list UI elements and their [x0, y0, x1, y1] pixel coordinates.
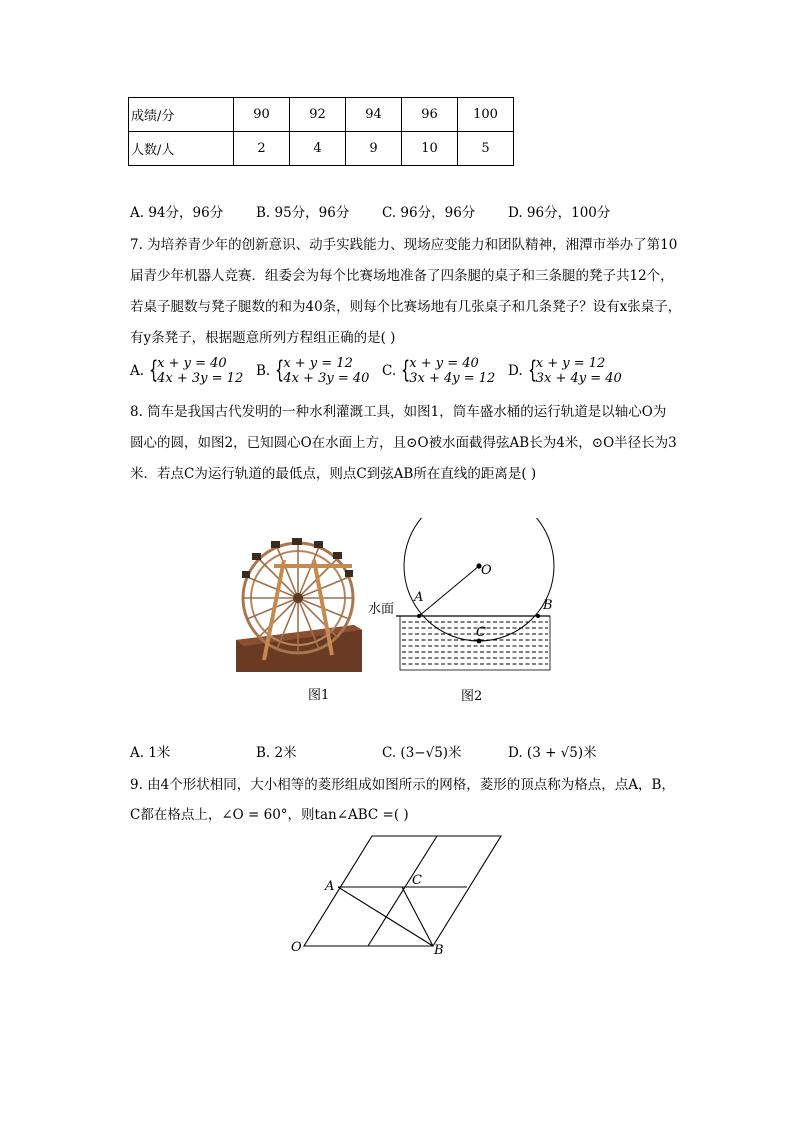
q7-line-3: 若桌子腿数与凳子腿数的和为40条，则每个比赛场地有几张桌子和几条凳子？设有x张桌子，: [130, 299, 682, 315]
figure-2-caption: 图2: [461, 689, 483, 704]
brace-icon: {: [275, 356, 285, 384]
label-o: O: [481, 563, 492, 578]
label-a: A: [414, 590, 424, 605]
q8-option-b: B. 2米: [256, 745, 297, 761]
q7-line-1: 7. 为培养青少年的创新意识、动手实践能力、现场应变能力和团队精神，湘潭市举办了第10: [130, 237, 678, 253]
table-cell: 人数/人: [129, 132, 234, 166]
label-b-grid: B: [434, 943, 444, 958]
option-label: A.: [130, 363, 145, 379]
table-cell: 4: [290, 132, 346, 166]
equation-system: [401, 356, 495, 386]
equation-system: [528, 356, 622, 386]
equation-system: [149, 356, 243, 386]
label-a-grid: A: [325, 879, 335, 894]
q7-option-c: [382, 356, 495, 386]
q6-option-d: D. 96分，100分: [508, 205, 611, 221]
brace-icon: {: [149, 356, 159, 384]
q9-line-2: C都在格点上，∠O = 60°，则tan∠ABC =( ): [130, 807, 409, 823]
equation: 4x + 3y = 12: [157, 371, 244, 386]
label-c-grid: C: [412, 873, 422, 888]
equation-system: [275, 356, 369, 386]
water-surface-label: 水面: [368, 602, 395, 617]
figure-1-caption: 图1: [308, 688, 330, 703]
q8-line-1: 8. 筒车是我国古代发明的一种水利灌溉工具，如图1，筒车盛水桶的运行轨道是以轴心O为: [130, 404, 667, 420]
table-row: [129, 132, 514, 166]
q7-line-2: 届青少年机器人竞赛．组委会为每个比赛场地准备了四条腿的桌子和三条腿的凳子共12个，: [130, 268, 674, 284]
table-cell: 成绩/分: [129, 98, 234, 132]
brace-icon: {: [401, 356, 411, 384]
q7-options: [130, 356, 650, 390]
q8-option-d: D. (3 + √5)米: [508, 745, 597, 761]
table-cell: 92: [290, 98, 346, 132]
equation: x + y = 40: [157, 356, 227, 371]
table-cell: 5: [458, 132, 514, 166]
equation: x + y = 40: [409, 356, 479, 371]
q9-line-1: 9. 由4个形状相同，大小相等的菱形组成如图所示的网格，菱形的顶点称为格点，点A，B，: [130, 777, 675, 793]
table-cell: 10: [402, 132, 458, 166]
q7-option-d: [508, 356, 622, 386]
table-cell: 96: [402, 98, 458, 132]
label-c: C: [476, 625, 486, 640]
q8-line-3: 米．若点C为运行轨道的最低点，则点C到弦AB所在直线的距离是( ): [130, 466, 537, 482]
circle-diagram: [366, 518, 566, 674]
q6-option-c: C. 96分，96分: [382, 205, 476, 221]
brace-icon: {: [527, 356, 537, 384]
table-cell: 100: [458, 98, 514, 132]
q6-option-a: A. 94分，96分: [130, 205, 224, 221]
table-row: [129, 98, 514, 132]
option-label: D.: [508, 363, 523, 379]
q6-option-b: B. 95分，96分: [256, 205, 350, 221]
option-label: B.: [256, 363, 271, 379]
q8-option-a: A. 1米: [130, 745, 171, 761]
equation: 3x + 4y = 12: [409, 371, 496, 386]
table-cell: 90: [234, 98, 290, 132]
q7-option-b: [256, 356, 369, 386]
q7-line-4: 有y条凳子，根据题意所列方程组正确的是( ): [130, 330, 396, 346]
label-o-grid: O: [291, 940, 302, 955]
table-cell: 94: [346, 98, 402, 132]
q7-option-a: [130, 356, 243, 386]
score-table: [128, 97, 514, 166]
q8-line-2: 圆心的圆，如图2，已知圆心O在水面上方，且⊙O被水面截得弦AB长为4米，⊙O半径长为3: [130, 435, 677, 451]
option-label: C.: [382, 363, 397, 379]
q8-option-c: C. (3−√5)米: [382, 745, 462, 761]
equation: 3x + 4y = 40: [535, 371, 622, 386]
equation: x + y = 12: [535, 356, 606, 371]
rhombus-grid-diagram: [290, 830, 510, 960]
equation: 4x + 3y = 40: [283, 371, 370, 386]
equation: x + y = 12: [283, 356, 353, 371]
table-cell: 9: [346, 132, 402, 166]
table-cell: 2: [234, 132, 290, 166]
label-b: B: [543, 598, 553, 613]
water-wheel-photo: [234, 530, 364, 675]
